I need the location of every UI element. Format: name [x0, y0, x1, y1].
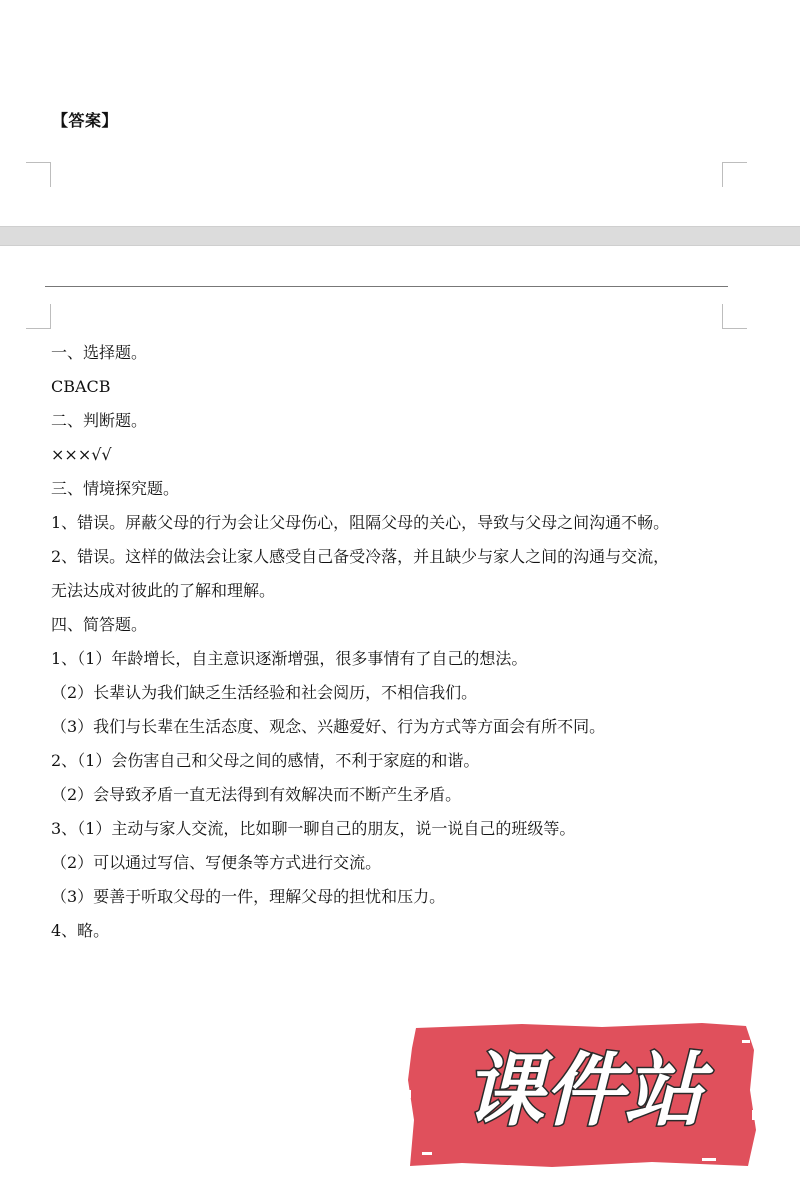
scenario-answer-2: 2、错误。这样的做法会让家人感受自己备受冷落，并且缺少与家人之间的沟通与交流， [51, 547, 670, 566]
short-answer-3-1: 3、（1）主动与家人交流，比如聊一聊自己的朋友，说一说自己的班级等。 [51, 819, 576, 838]
short-answer-3-2: （2）可以通过写信、写便条等方式进行交流。 [51, 853, 382, 872]
scenario-answer-2-cont: 无法达成对彼此的了解和理解。 [51, 581, 276, 600]
crop-mark-top-left [26, 162, 51, 187]
section-choice-title: 一、选择题。 [51, 343, 148, 362]
header-rule [45, 286, 728, 287]
section-scenario-title: 三、情境探究题。 [51, 479, 180, 498]
short-answer-2-1: 2、（1）会伤害自己和父母之间的感情，不利于家庭的和谐。 [51, 751, 480, 770]
short-answer-2-2: （2）会导致矛盾一直无法得到有效解决而不断产生矛盾。 [51, 785, 462, 804]
short-answer-1-1: 1、（1）年龄增长，自主意识逐渐增强，很多事情有了自己的想法。 [51, 649, 528, 668]
kejianzhan-logo [402, 1020, 762, 1170]
judge-answers: ×××√√ [51, 445, 112, 464]
choice-answers: CBACB [51, 377, 111, 396]
short-answer-4: 4、略。 [51, 921, 110, 940]
scenario-answer-1: 1、错误。屏蔽父母的行为会让父母伤心，阻隔父母的关心，导致与父母之间沟通不畅。 [51, 513, 670, 532]
answer-content [51, 336, 751, 948]
section-short-title: 四、简答题。 [51, 615, 148, 634]
crop-mark-left [26, 304, 51, 329]
short-answer-1-2: （2）长辈认为我们缺乏生活经验和社会阅历，不相信我们。 [51, 683, 478, 702]
document-page-top [0, 0, 800, 226]
page-separator [0, 226, 800, 246]
logo-text: 课件站 [464, 1044, 704, 1137]
crop-mark-top-right [722, 162, 747, 187]
section-judge-title: 二、判断题。 [51, 411, 148, 430]
short-answer-3-3: （3）要善于听取父母的一件，理解父母的担忧和压力。 [51, 887, 446, 906]
short-answer-1-3: （3）我们与长辈在生活态度、观念、兴趣爱好、行为方式等方面会有所不同。 [51, 717, 606, 736]
answer-heading: 【答案】 [52, 111, 119, 130]
crop-mark-right [722, 304, 747, 329]
